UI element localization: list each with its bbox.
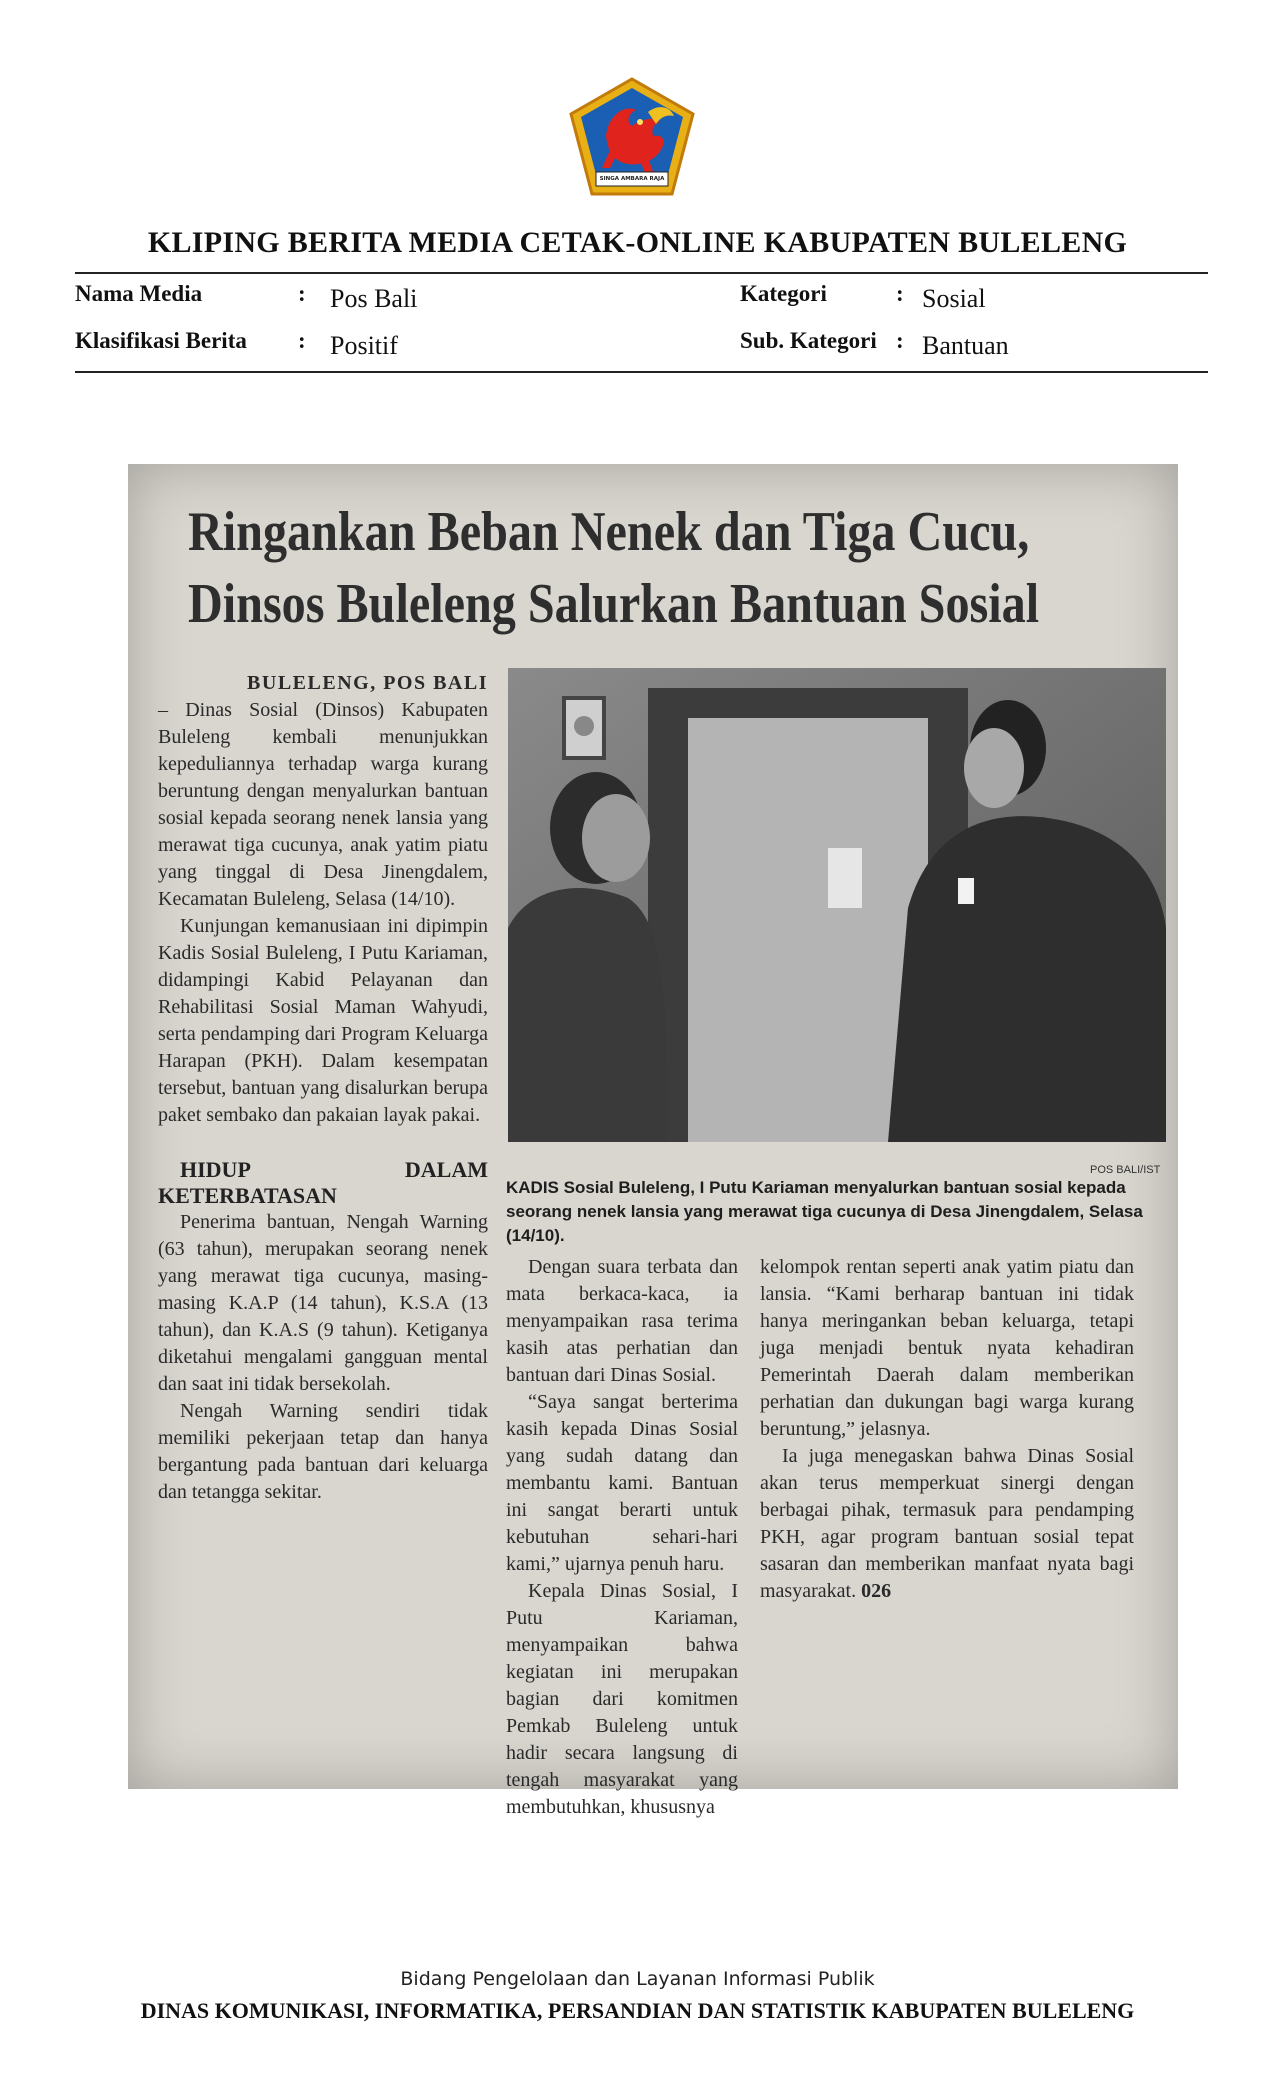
- subkategori-value: Bantuan: [922, 331, 1009, 360]
- col1-paragraph-2: Kunjungan kemanusiaan ini dipimpin Kadis Sosial Buleleng, I Putu Kariaman, didampingi Kabid Pelayanan dan Rehabilitasi Sosial Maman Wahyudi, serta pendamping dari Program Keluarga Harapan (PKH). Dalam kesempatan tersebut, bantuan yang disalurkan berupa paket sembako dan pakaian layak pakai.: [158, 915, 488, 1126]
- col3-paragraph-2-text: Ia juga menegaskan bahwa Dinas Sosial akan terus memperkuat sinergi dengan berbagai pihak, termasuk para pendamping PKH, agar program bantuan sosial tepat sasaran dan memberikan manfaat nyata bagi masyarakat.: [760, 1445, 1134, 1602]
- col3-paragraph-2: [760, 1443, 1134, 1605]
- klasifikasi-colon: :: [298, 328, 306, 353]
- col3-paragraph-1: kelompok rentan seperti anak yatim piatu dan lansia. “Kami berharap bantuan ini tidak hanya meringankan beban keluarga, tetapi juga menjadi bentuk nyata kehadiran Pemerintah Daerah dalam memberikan perhatian dan dukungan bagi warga kurang beruntung,” jelasnya.: [760, 1256, 1134, 1440]
- col1-paragraph-3: Penerima bantuan, Nengah Warning (63 tahun), merupakan seorang nenek yang merawat tiga cucunya, masing-masing K.A.P (14 tahun), K.S.A (13 tahun), dan K.A.S (9 tahun). Ketiganya diketahui mengalami gangguan mental dan saat ini tidak bersekolah.: [158, 1211, 488, 1395]
- photo-caption: KADIS Sosial Buleleng, I Putu Kariaman menyalurkan bantuan sosial kepada seorang nenek lansia yang merawat tiga cucunya di Desa Jinengdalem, Selasa (14/10).: [506, 1178, 1143, 1245]
- subkategori-colon: :: [896, 328, 904, 353]
- article-photo: [508, 668, 1166, 1142]
- section-subhead: HIDUP DALAM KETERBATASAN: [158, 1157, 488, 1208]
- article-code: 026: [861, 1580, 892, 1602]
- col2-paragraph-2: “Saya sangat berterima kasih kepada Dinas Sosial yang sudah datang dan membantu kami. Bantuan ini sangat berarti untuk kebutuhan sehari-hari kami,” ujarnya penuh haru.: [506, 1391, 738, 1575]
- col2-paragraph-1: Dengan suara terbata dan mata berkaca-kaca, ia menyampaikan rasa terima kasih atas perhatian dan bantuan dari Dinas Sosial.: [506, 1256, 738, 1386]
- col1-paragraph-1: – Dinas Sosial (Dinsos) Kabupaten Buleleng kembali menunjukkan kepeduliannya terhadap warga kurang beruntung dengan menyalurkan bantuan sosial kepada seorang nenek lansia yang merawat tiga cucunya, anak yatim piatu yang tinggal di Desa Jinengdalem, Kecamatan Buleleng, Selasa (14/10).: [158, 699, 488, 910]
- klasifikasi-value: Positif: [330, 331, 398, 360]
- logo-banner-text: SINGA AMBARA RAJA: [599, 176, 665, 182]
- klasifikasi-label: Klasifikasi Berita: [75, 328, 247, 353]
- headline-line-2: Dinsos Buleleng Salurkan Bantuan Sosial: [188, 573, 1040, 635]
- newspaper-clipping: [128, 464, 1178, 1818]
- media-label: Nama Media: [75, 281, 203, 306]
- media-value: Pos Bali: [330, 284, 418, 313]
- buleleng-logo: [566, 76, 698, 198]
- footer-organization: DINAS KOMUNIKASI, INFORMATIKA, PERSANDIAN DAN STATISTIK KABUPATEN BULELENG: [140, 1998, 1135, 2023]
- dateline: BULELENG, POS BALI: [247, 672, 488, 694]
- media-colon: :: [298, 281, 306, 306]
- headline-line-1: Ringankan Beban Nenek dan Tiga Cucu,: [188, 501, 1030, 563]
- subkategori-label: Sub. Kategori: [740, 328, 877, 353]
- header-rule-bottom: [75, 371, 1208, 373]
- dateline-paragraph: [158, 670, 488, 913]
- kategori-colon: :: [896, 281, 904, 306]
- header-rule-top: [75, 272, 1208, 274]
- column-1: [158, 670, 488, 1506]
- page-title: KLIPING BERITA MEDIA CETAK-ONLINE KABUPATEN BULELENG: [147, 226, 1128, 259]
- footer-unit: Bidang Pengelolaan dan Layanan Informasi Publik: [400, 1968, 875, 1990]
- column-2: [506, 1254, 738, 1821]
- col2-paragraph-3: Kepala Dinas Sosial, I Putu Kariaman, menyampaikan bahwa kegiatan ini merupakan bagian dari komitmen Pemkab Buleleng untuk hadir secara langsung di tengah masyarakat yang membutuhkan, khususnya: [506, 1580, 738, 1818]
- column-3: [760, 1254, 1134, 1605]
- kategori-label: Kategori: [740, 281, 827, 306]
- col1-paragraph-4: Nengah Warning sendiri tidak memiliki pekerjaan tetap dan hanya bergantung pada bantuan dari keluarga dan tetangga sekitar.: [158, 1400, 488, 1503]
- kategori-value: Sosial: [922, 284, 986, 313]
- photo-credit: POS BALI/IST: [1090, 1164, 1161, 1176]
